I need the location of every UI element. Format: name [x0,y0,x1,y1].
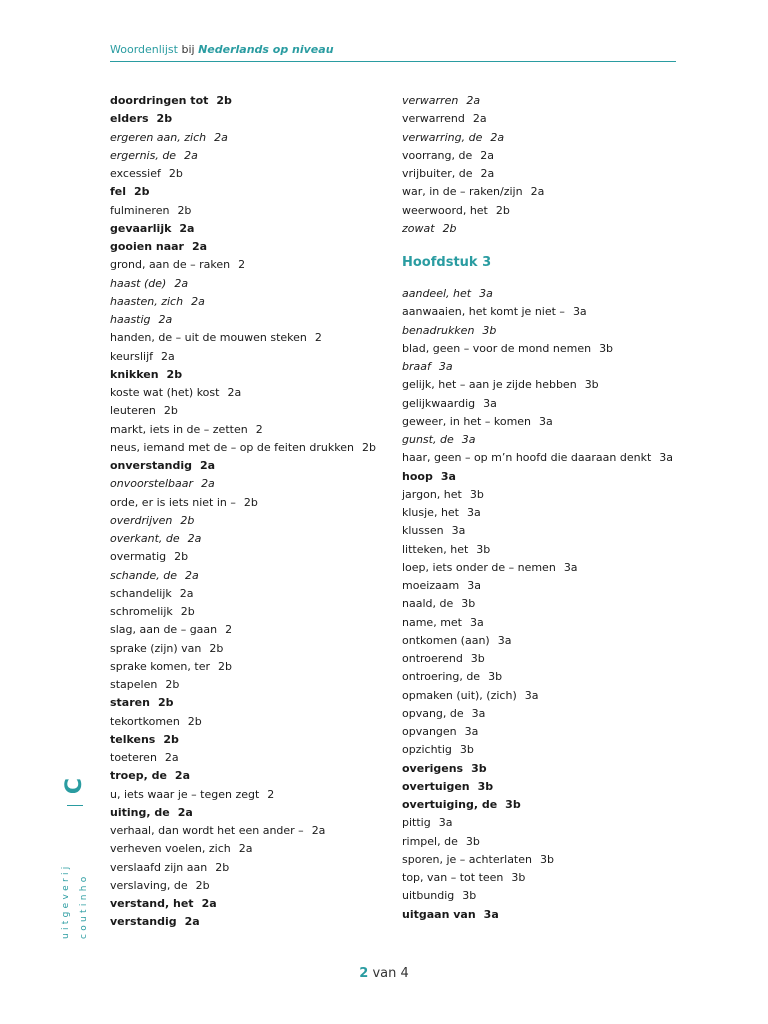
list-item [110,329,390,347]
list-item [402,778,692,796]
entry-code: 3b [476,542,491,556]
entry-term: overmatig [110,550,167,564]
entry-term: verslaafd zijn aan [110,860,208,874]
list-item [110,275,390,293]
list-item [402,522,692,540]
page-footer [0,966,768,981]
list-item [110,822,390,840]
entry-term: klusje, het [402,506,459,519]
list-item [110,530,390,548]
list-item [110,384,390,402]
entry-term: opmaken (uit), (zich) [402,688,517,702]
page-number: 2 [359,966,369,981]
list-item [110,713,390,731]
entry-code: 3b [462,889,477,903]
list-item [402,322,692,340]
entry-term: klussen [402,524,444,538]
list-item [402,110,692,128]
entry-term: voorrang, de [402,148,473,162]
list-item [110,439,390,457]
entry-term: sprake (zijn) van [110,641,202,655]
list-item [402,723,692,741]
entry-code: 2a [480,148,495,162]
entry-code: 2a [472,112,487,126]
list-item [402,202,692,220]
list-item [402,165,692,183]
list-item [402,220,692,238]
list-item [402,92,692,110]
entry-code: 3a [461,433,476,446]
entry-code: 2b [168,167,183,180]
list-item [402,614,692,632]
entry-term: verhaal, dan wordt het een ander – [110,824,304,837]
list-item [402,468,692,486]
list-item [110,804,390,822]
entry-term: schromelijk [110,605,173,618]
entry-code: 2a [200,459,216,472]
entry-code: 2b [157,696,174,710]
entry-code: 2b [195,878,210,892]
list-item [110,147,390,165]
entry-term: uitbundig [402,889,455,903]
entry-code: 3a [483,907,499,921]
entry-code: 2a [227,386,242,399]
entry-term: overdrijven [110,513,173,527]
entry-term: schandelijk [110,586,172,600]
list-item [402,183,692,201]
entry-term: verwarrend [402,112,465,126]
entry-term: aanwaaien, het komt je niet – [402,305,565,319]
entry-term: overtuiging, de [402,798,498,811]
list-item [110,457,390,475]
entry-term: jargon, het [402,487,462,501]
entry-code: 3b [505,798,521,811]
entry-code: 2b [177,203,192,217]
list-item [110,183,390,201]
entry-term: schande, de [110,568,177,582]
list-item [110,786,390,804]
right-column [402,92,692,924]
entry-code: 2b [134,185,150,199]
entry-code: 3b [599,341,614,355]
logo-divider [67,805,83,806]
list-item [110,621,390,639]
entry-term: overtuigen [402,779,470,793]
logo-text-publisher: uitgeverij [61,863,71,939]
entry-code: 3a [659,451,674,465]
entry-code: 2b [174,550,189,564]
entry-term: moeizaam [402,579,460,592]
entry-code: 3b [459,743,474,757]
entry-code: 3b [540,852,554,866]
entry-term: haar, geen – op m’n hoofd die daaraan denkt [402,451,652,465]
entry-code: 2a [158,313,173,326]
entry-term: sprake komen, ter [110,659,210,673]
entry-term: overigens [402,761,464,775]
entry-term: verstand, het [110,897,194,910]
entry-code: 3a [467,506,481,519]
entry-term: braaf [402,360,431,373]
list-item [110,548,390,566]
entry-code: 2b [163,732,179,746]
entry-term: telkens [110,732,156,746]
list-item [110,676,390,694]
entry-term: verheven voelen, zich [110,842,231,856]
entry-code: 2b [187,714,202,728]
entry-code: 2b [180,605,195,618]
entry-term: u, iets waar je – tegen zegt [110,787,260,801]
entry-term: troep, de [110,769,167,783]
entry-term: gunst, de [402,433,454,446]
list-item [402,796,692,814]
entry-code: 2b [361,440,376,454]
entry-term: verslaving, de [110,878,188,892]
list-item [402,869,692,887]
entry-term: markt, iets in de – zetten [110,422,248,436]
entry-term: benadrukken [402,323,475,337]
list-item [110,311,390,329]
list-item [402,577,692,595]
entry-code: 2b [215,860,230,874]
entry-code: 2b [165,678,180,691]
entry-term: leuteren [110,404,156,418]
entry-term: onvoorstelbaar [110,477,194,491]
entry-term: weerwoord, het [402,203,488,217]
list-item [110,567,390,585]
list-item [110,92,390,110]
left-column [110,92,390,932]
list-item [402,486,692,504]
list-item [402,833,692,851]
list-item [402,358,692,376]
entry-term: ergeren aan, zich [110,130,207,144]
list-item [110,220,390,238]
entry-term: opvang, de [402,706,464,720]
list-item [110,512,390,530]
list-item [402,851,692,869]
entry-term: verstandig [110,915,177,929]
entry-term: zowat [402,221,435,235]
list-item [402,906,692,924]
list-item [402,413,692,431]
entry-code: 2a [184,568,199,582]
list-item [110,694,390,712]
entry-term: geweer, in het – komen [402,414,532,428]
entry-term: excessief [110,167,161,180]
entry-code: 3b [488,670,503,684]
list-item [402,340,692,358]
entry-code: 2a [161,349,175,363]
list-item [110,494,390,512]
entry-term: handen, de – uit de mouwen steken [110,331,307,345]
entry-term: vrijbuiter, de [402,167,473,180]
list-item [110,366,390,384]
entry-term: aandeel, het [402,287,472,300]
list-item [110,238,390,256]
entry-code: 3a [467,579,481,592]
list-item [402,705,692,723]
entry-code: 2a [179,221,195,235]
entry-term: haasten, zich [110,294,184,308]
entry-term: uiting, de [110,805,170,819]
entry-code: 3b [465,834,480,848]
entry-term: name, met [402,615,462,629]
entry-code: 3a [497,633,512,647]
list-item [402,541,692,559]
entry-term: gelijk, het – aan je zijde hebben [402,378,577,392]
entry-code: 2a [179,586,194,600]
entry-code: 3a [440,469,456,483]
entry-term: elders [110,112,149,126]
entry-code: 2a [238,842,253,856]
entry-term: opzichtig [402,743,452,757]
entry-term: verwarren [402,94,459,107]
entry-term: litteken, het [402,542,469,556]
entry-term: onverstandig [110,459,193,472]
list-item [402,147,692,165]
entry-code: 2b [180,513,195,527]
entry-code: 2 [255,422,263,436]
list-item [402,687,692,705]
entry-term: doordringen tot [110,94,209,107]
list-item [110,585,390,603]
list-item [402,559,692,577]
entry-code: 2a [530,185,545,199]
right-column-chapter-3 [402,285,692,924]
entry-code: 2 [267,787,275,801]
entry-term: overkant, de [110,532,180,545]
entry-term: naald, de [402,597,454,611]
entry-term: fel [110,185,127,199]
list-item [110,421,390,439]
entry-code: 3a [471,706,486,720]
list-item [402,504,692,522]
list-item [110,165,390,183]
list-item [110,293,390,311]
entry-code: 2a [184,148,198,162]
entry-term: tekortkomen [110,714,180,728]
entry-code: 3a [572,305,587,319]
list-item [402,650,692,668]
entry-code: 2b [209,641,224,655]
entry-code: 3b [584,378,599,392]
entry-code: 2b [217,659,232,673]
list-item [402,814,692,832]
entry-code: 3a [451,524,466,538]
list-item [110,129,390,147]
entry-term: koste wat (het) kost [110,386,220,399]
entry-code: 2a [466,94,481,107]
entry-code: 3a [563,560,578,574]
list-item [110,603,390,621]
entry-term: loep, iets onder de – nemen [402,560,556,574]
entry-code: 2a [191,240,208,253]
header-wordlist: Woordenlijst [110,43,178,56]
section-heading: Hoofdstuk 3 [402,255,492,270]
entry-term: toeteren [110,751,157,764]
entry-code: 2b [166,367,183,381]
entry-term: top, van – tot teen [402,871,504,884]
entry-code: 3a [438,360,453,373]
entry-code: 2b [163,404,178,418]
entry-code: 2a [187,532,202,545]
entry-term: rimpel, de [402,834,458,848]
entry-code: 2a [480,167,495,180]
list-item [402,668,692,686]
entry-term: gevaarlijk [110,221,172,235]
list-item [110,877,390,895]
entry-code: 2a [174,276,189,290]
entry-code: 3b [477,779,494,793]
list-item [402,376,692,394]
list-item [110,475,390,493]
list-item [110,913,390,931]
entry-code: 2a [201,477,215,491]
entry-code: 3b [471,761,487,775]
list-item [110,749,390,767]
entry-term: haast (de) [110,276,167,290]
entry-term: blad, geen – voor de mond nemen [402,341,592,355]
entry-code: 3b [482,323,497,337]
list-item [110,202,390,220]
entry-code: 2a [191,294,205,308]
right-column-chapter-2 [402,92,692,238]
entry-term: neus, iemand met de – op de feiten drukken [110,440,354,454]
entry-code: 3a [469,615,484,629]
entry-term: gelijkwaardig [402,396,476,410]
entry-code: 3a [483,396,497,410]
entry-code: 2b [243,495,258,509]
list-item [402,395,692,413]
list-item [402,303,692,321]
entry-code: 2a [214,130,228,144]
entry-term: gooien naar [110,240,184,253]
entry-term: pittig [402,816,431,830]
entry-term: sporen, je – achterlaten [402,852,532,866]
list-item [402,595,692,613]
header-book-title: Nederlands op niveau [198,43,334,56]
entry-term: opvangen [402,725,457,738]
list-item [110,840,390,858]
entry-code: 2b [216,94,232,107]
logo-glyph: C [62,777,87,795]
list-item [110,402,390,420]
entry-code: 3a [479,287,493,300]
list-item [110,640,390,658]
entry-code: 2a [184,915,200,929]
entry-code: 3b [461,597,476,611]
entry-code: 2 [314,331,322,345]
entry-code: 3a [438,816,453,830]
page-header [110,43,676,62]
page-total: van 4 [372,966,409,981]
entry-code: 3b [470,652,485,665]
entry-code: 2a [164,751,179,764]
publisher-logo [58,775,98,940]
list-item [402,285,692,303]
list-item [110,256,390,274]
entry-code: 2 [225,623,233,637]
entry-term: hoop [402,469,433,483]
list-item [110,731,390,749]
entry-term: uitgaan van [402,907,476,921]
entry-code: 3b [511,871,526,884]
entry-term: ontkomen (aan) [402,633,490,647]
entry-term: ergernis, de [110,148,177,162]
entry-code: 2a [174,769,190,783]
list-item [402,449,692,467]
entry-term: stapelen [110,678,158,691]
list-item [110,348,390,366]
entry-term: haastig [110,313,151,326]
entry-term: ontroerend [402,652,463,665]
entry-code: 3a [539,414,553,428]
list-item [110,859,390,877]
list-item [402,741,692,759]
list-item [402,431,692,449]
entry-code: 3b [469,487,484,501]
entry-term: verwarring, de [402,130,483,144]
entry-code: 2a [177,805,193,819]
list-item [402,887,692,905]
entry-term: staren [110,696,150,710]
entry-term: orde, er is iets niet in – [110,495,236,509]
list-item [402,129,692,147]
entry-term: ontroering, de [402,670,481,684]
entry-term: knikken [110,367,159,381]
entry-code: 3a [524,688,539,702]
logo-text-name: coutinho [79,873,89,939]
entry-code: 2b [495,203,510,217]
entry-code: 2a [311,824,326,837]
entry-code: 2 [238,258,246,272]
entry-term: fulmineren [110,203,170,217]
entry-code: 2a [490,130,505,144]
list-item [110,110,390,128]
list-item [402,760,692,778]
list-item [110,767,390,785]
list-item [402,632,692,650]
entry-code: 2b [442,221,457,235]
entry-term: grond, aan de – raken [110,258,231,272]
header-connector: bij [181,43,195,56]
entry-term: slag, aan de – gaan [110,623,218,637]
list-item [110,658,390,676]
entry-code: 2b [156,112,173,126]
list-item [110,895,390,913]
entry-code: 3a [464,725,479,738]
entry-term: war, in de – raken/zijn [402,185,523,199]
entry-code: 2a [201,897,217,910]
entry-term: keurslijf [110,349,154,363]
